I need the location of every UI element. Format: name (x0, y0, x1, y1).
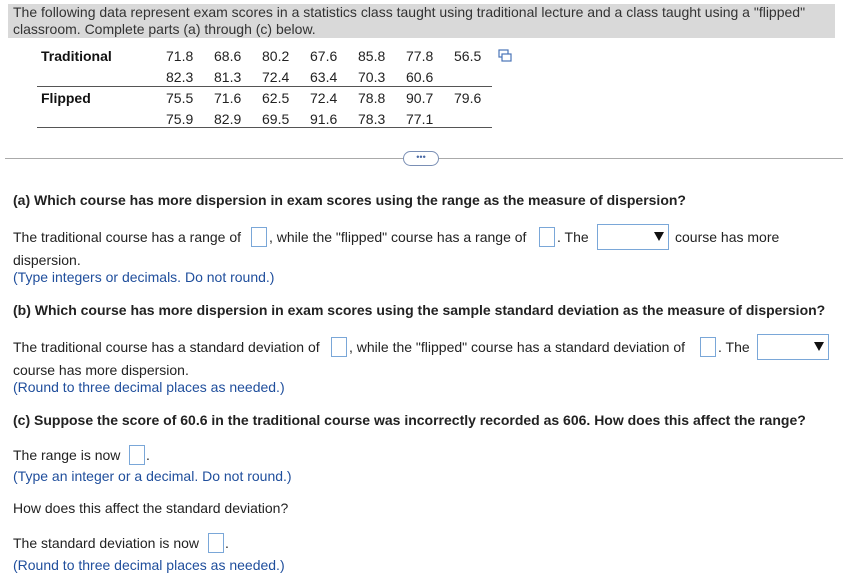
traditional-sd-input[interactable] (331, 337, 347, 357)
range-hint: (Type an integer or a decimal. Do not round.) (13, 468, 292, 484)
data-cell: 63.4 (310, 69, 338, 85)
table-divider (37, 86, 492, 87)
copy-data-icon[interactable] (498, 49, 512, 63)
sd-question: How does this affect the standard deviation? (13, 500, 289, 516)
data-cell: 85.8 (358, 48, 386, 64)
part-a-text-2: , while the "flipped" course has a range of (269, 229, 527, 245)
traditional-range-input[interactable] (251, 227, 267, 247)
data-cell: 91.6 (310, 111, 338, 127)
part-a-text-1: The traditional course has a range of (13, 229, 242, 245)
chevron-down-icon (654, 232, 664, 241)
part-b-course-select[interactable] (757, 334, 829, 360)
instructions-line-2: classroom. Complete parts (a) through (c) below. (13, 21, 316, 37)
part-a-text-5: dispersion. (13, 252, 81, 268)
flipped-range-input[interactable] (539, 227, 555, 247)
data-cell: 56.5 (454, 48, 482, 64)
part-b-text-4: course has more dispersion. (13, 362, 189, 378)
data-cell: 77.1 (406, 111, 434, 127)
data-cell: 75.5 (166, 90, 194, 106)
sd-period: . (225, 535, 229, 551)
chevron-down-icon (814, 342, 824, 351)
new-range-input[interactable] (129, 445, 145, 465)
part-b-text-1: The traditional course has a standard deviation of (13, 339, 320, 355)
range-period: . (146, 447, 150, 463)
part-c-question: (c) Suppose the score of 60.6 in the traditional course was incorrectly recorded as 606. How does this affect the range? (13, 412, 806, 428)
data-cell: 68.6 (214, 48, 242, 64)
data-cell: 67.6 (310, 48, 338, 64)
part-b-hint: (Round to three decimal places as needed.) (13, 379, 285, 395)
flipped-sd-input[interactable] (700, 337, 716, 357)
table-bottom-border (37, 127, 492, 128)
part-a-question: (a) Which course has more dispersion in exam scores using the range as the measure of dispersion? (13, 192, 686, 208)
data-cell: 75.9 (166, 111, 194, 127)
data-cell: 78.8 (358, 90, 386, 106)
data-cell: 90.7 (406, 90, 434, 106)
data-cell: 82.3 (166, 69, 194, 85)
data-cell: 62.5 (262, 90, 290, 106)
part-b-question: (b) Which course has more dispersion in exam scores using the sample standard deviation as the measure of dispersion? (13, 302, 826, 318)
part-b-text-2: , while the "flipped" course has a standard deviation of (349, 339, 686, 355)
data-cell: 72.4 (262, 69, 290, 85)
data-cell: 80.2 (262, 48, 290, 64)
data-cell: 71.8 (166, 48, 194, 64)
data-cell: 72.4 (310, 90, 338, 106)
instructions-line-1: The following data represent exam scores in a statistics class taught using traditional lecture and a class taught using a "flipped" (13, 4, 806, 20)
range-now-label: The range is now (13, 447, 121, 463)
data-cell: 60.6 (406, 69, 434, 85)
part-a-text-4: course has more (675, 229, 780, 245)
data-cell: 70.3 (358, 69, 386, 85)
flipped-label: Flipped (41, 90, 91, 106)
data-cell: 77.8 (406, 48, 434, 64)
sd-now-label: The standard deviation is now (13, 535, 199, 551)
sd-hint: (Round to three decimal places as needed.) (13, 557, 285, 573)
part-a-hint: (Type integers or decimals. Do not round.) (13, 269, 275, 285)
part-a-course-select[interactable] (597, 224, 669, 250)
data-cell: 81.3 (214, 69, 242, 85)
data-cell: 71.6 (214, 90, 242, 106)
data-cell: 78.3 (358, 111, 386, 127)
data-cell: 69.5 (262, 111, 290, 127)
more-options-button[interactable]: ••• (403, 151, 439, 166)
data-cell: 79.6 (454, 90, 482, 106)
traditional-label: Traditional (41, 48, 112, 64)
part-b-text-3: . The (718, 339, 750, 355)
part-a-text-3: . The (557, 229, 589, 245)
data-cell: 82.9 (214, 111, 242, 127)
new-sd-input[interactable] (208, 533, 224, 553)
instructions-header (8, 4, 835, 38)
